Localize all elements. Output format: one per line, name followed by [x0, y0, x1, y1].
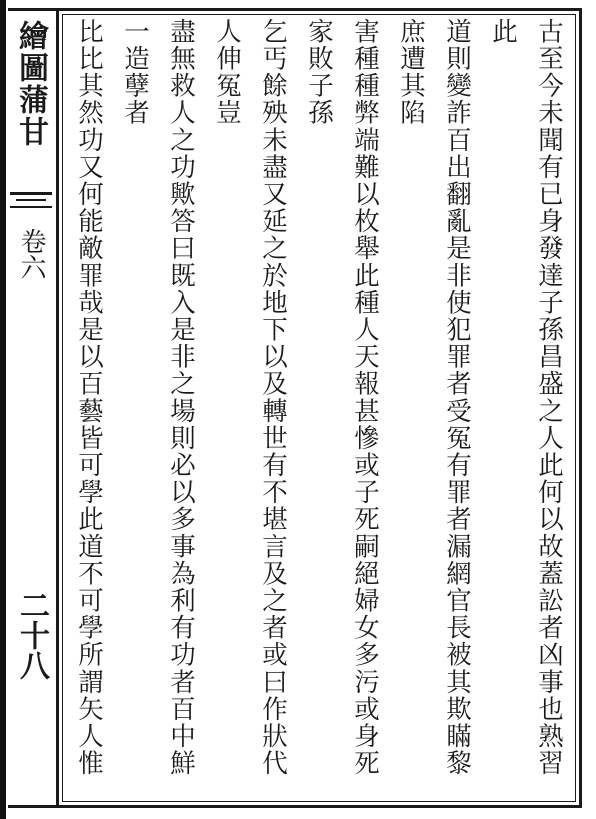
fold-page-number: 二十八 — [14, 590, 49, 680]
fold-top-rule — [8, 8, 56, 11]
text-column: 比比其然功又何能敵罪哉是以百藝皆可學此道不可學所謂矢人惟 — [74, 18, 104, 777]
text-column: 道則變詐百出翻亂是非使犯罪者受冤有罪者漏網官長被其欺瞞黎庶遭其陷 — [396, 18, 472, 777]
binding-edge — [0, 0, 6, 819]
main-text-block — [66, 18, 572, 798]
fold-bottom-rule — [8, 805, 56, 808]
text-column: 乞丐餘殃未盡又延之於地下以及轉世有不堪言及之者或曰作狀代人伸冤豈 — [212, 18, 288, 777]
fishtail-ornament — [10, 192, 52, 208]
text-column: 害種種弊端難以枚舉此種人天報甚慘或子死嗣絕婦女多污或身死家敗子孫 — [304, 18, 380, 777]
fold-juan-label: 卷六 — [16, 228, 46, 280]
text-column: 盡無救人之功歟答曰既入是非之場則必以多事為利有功者百中鮮一造孽者 — [120, 18, 196, 777]
text-column: 古至今未聞有已身發達子孫昌盛之人此何以故蓋訟者凶事也熟習此 — [488, 18, 564, 777]
fold-book-title: 繪圖蒲甘 — [13, 20, 48, 148]
